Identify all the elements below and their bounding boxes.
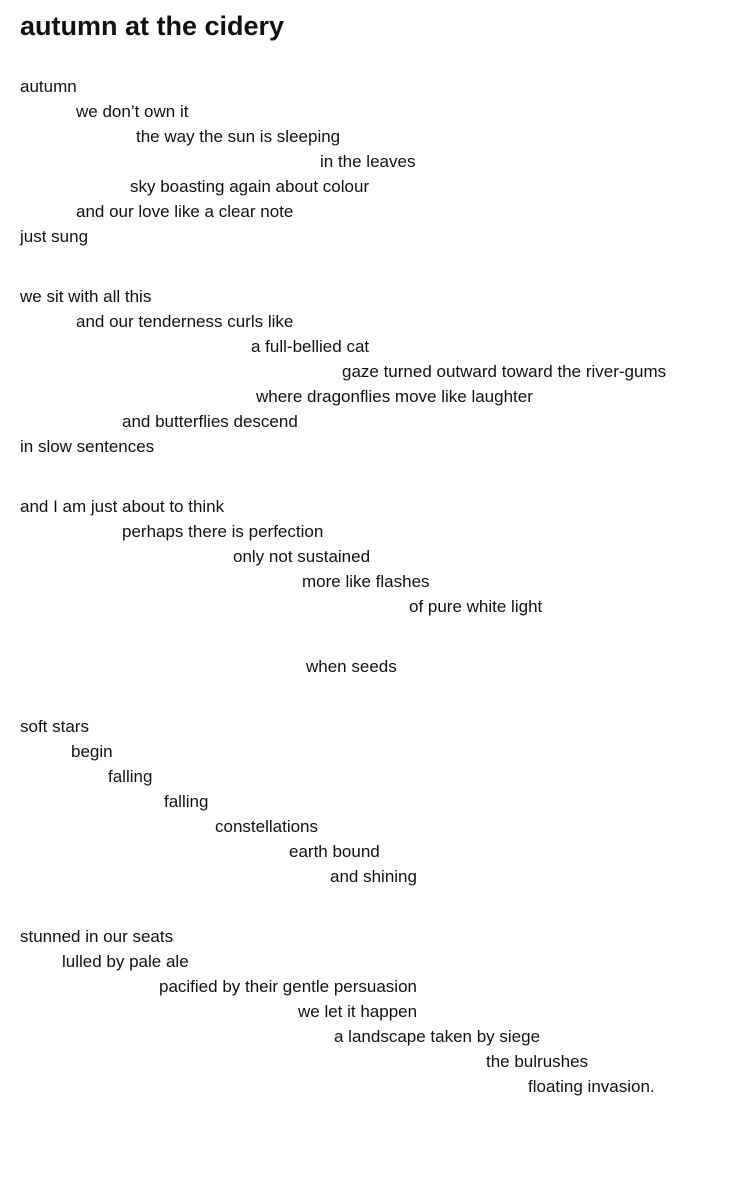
poem-line: the way the sun is sleeping: [136, 127, 341, 146]
poem-line: and our tenderness curls like: [76, 312, 294, 331]
poem-line: pacified by their gentle persuasion: [159, 977, 417, 996]
poem-line: we don’t own it: [76, 102, 189, 121]
poem-line: perhaps there is perfection: [122, 522, 324, 541]
poem-line: in the leaves: [320, 152, 416, 171]
poem-line: we sit with all this: [20, 287, 152, 306]
poem-line: sky boasting again about colour: [130, 177, 370, 196]
poem-line: lulled by pale ale: [62, 952, 189, 971]
poem-line: more like flashes: [302, 572, 430, 591]
poem-line: in slow sentences: [20, 437, 155, 456]
poem-line: just sung: [20, 227, 89, 246]
poem-line: floating invasion.: [528, 1077, 655, 1096]
poem-line: earth bound: [289, 842, 380, 861]
poem-line: where dragonflies move like laughter: [256, 387, 533, 406]
poem-line: and shining: [330, 867, 417, 886]
poem-line: begin: [71, 742, 113, 761]
poem-line: the bulrushes: [486, 1052, 589, 1071]
poem-line: when seeds: [306, 657, 397, 676]
poem-line: gaze turned outward toward the river-gums: [342, 362, 667, 381]
poem-line: of pure white light: [409, 597, 543, 616]
poem-line: and our love like a clear note: [76, 202, 294, 221]
poem-line: and butterflies descend: [122, 412, 298, 431]
poem-title: autumn at the cidery: [20, 11, 285, 41]
poem-line: a full-bellied cat: [251, 337, 370, 356]
poem-line: only not sustained: [233, 547, 371, 566]
poem-line: stunned in our seats: [20, 927, 174, 946]
poem-line: falling: [108, 767, 153, 786]
poem-line: and I am just about to think: [20, 497, 225, 516]
poem-line: falling: [164, 792, 209, 811]
poem-line: soft stars: [20, 717, 89, 736]
poem-line: constellations: [215, 817, 319, 836]
poem-line: we let it happen: [298, 1002, 418, 1021]
poem-line: autumn: [20, 77, 77, 96]
poem-line: a landscape taken by siege: [334, 1027, 541, 1046]
